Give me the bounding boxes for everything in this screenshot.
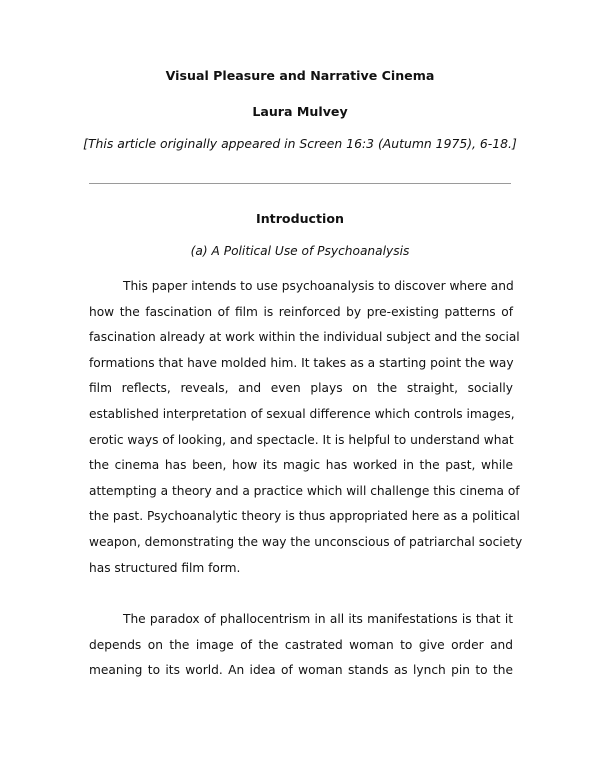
section-heading: Introduction [256, 211, 344, 226]
horizontal-divider [89, 183, 511, 184]
paragraph-line: meaning to its world. An idea of woman stands as lynch pin to the [89, 663, 513, 678]
paragraph-line: film reflects, reveals, and even plays on the straight, socially [89, 381, 513, 396]
article-citation: [This article originally appeared in Screen 16:3 (Autumn 1975), 6-18.] [83, 136, 517, 151]
paragraph-line: fascination already at work within the individual subject and the social [89, 330, 520, 345]
paragraph-line: formations that have molded him. It takes as a starting point the way [89, 355, 514, 370]
paragraph-1 [89, 277, 523, 584]
paragraph-line: has structured film form. [89, 560, 241, 575]
paragraph-line: depends on the image of the castrated woman to give order and [89, 637, 513, 652]
paragraph-line: This paper intends to use psychoanalysis to discover where and [123, 279, 514, 293]
paragraph-line: attempting a theory and a practice which will challenge this cinema of [89, 483, 520, 498]
paragraph-line: the cinema has been, how its magic has worked in the past, while [89, 458, 513, 473]
article-title: Visual Pleasure and Narrative Cinema [165, 68, 435, 83]
paragraph-line: weapon, demonstrating the way the unconscious of patriarchal society [89, 534, 523, 549]
paragraph-line: The paradox of phallocentrism in all its manifestations is that it [123, 612, 513, 626]
paragraph-2 [89, 610, 513, 687]
paragraph-line: the past. Psychoanalytic theory is thus appropriated here as a political [89, 509, 520, 524]
paragraph-line: established interpretation of sexual difference which controls images, [89, 406, 515, 421]
article-author: Laura Mulvey [252, 104, 348, 119]
paragraph-line: erotic ways of looking, and spectacle. It is helpful to understand what [89, 432, 514, 447]
subsection-heading: (a) A Political Use of Psychoanalysis [190, 244, 410, 258]
paragraph-line: how the fascination of film is reinforced by pre-existing patterns of [89, 304, 513, 319]
